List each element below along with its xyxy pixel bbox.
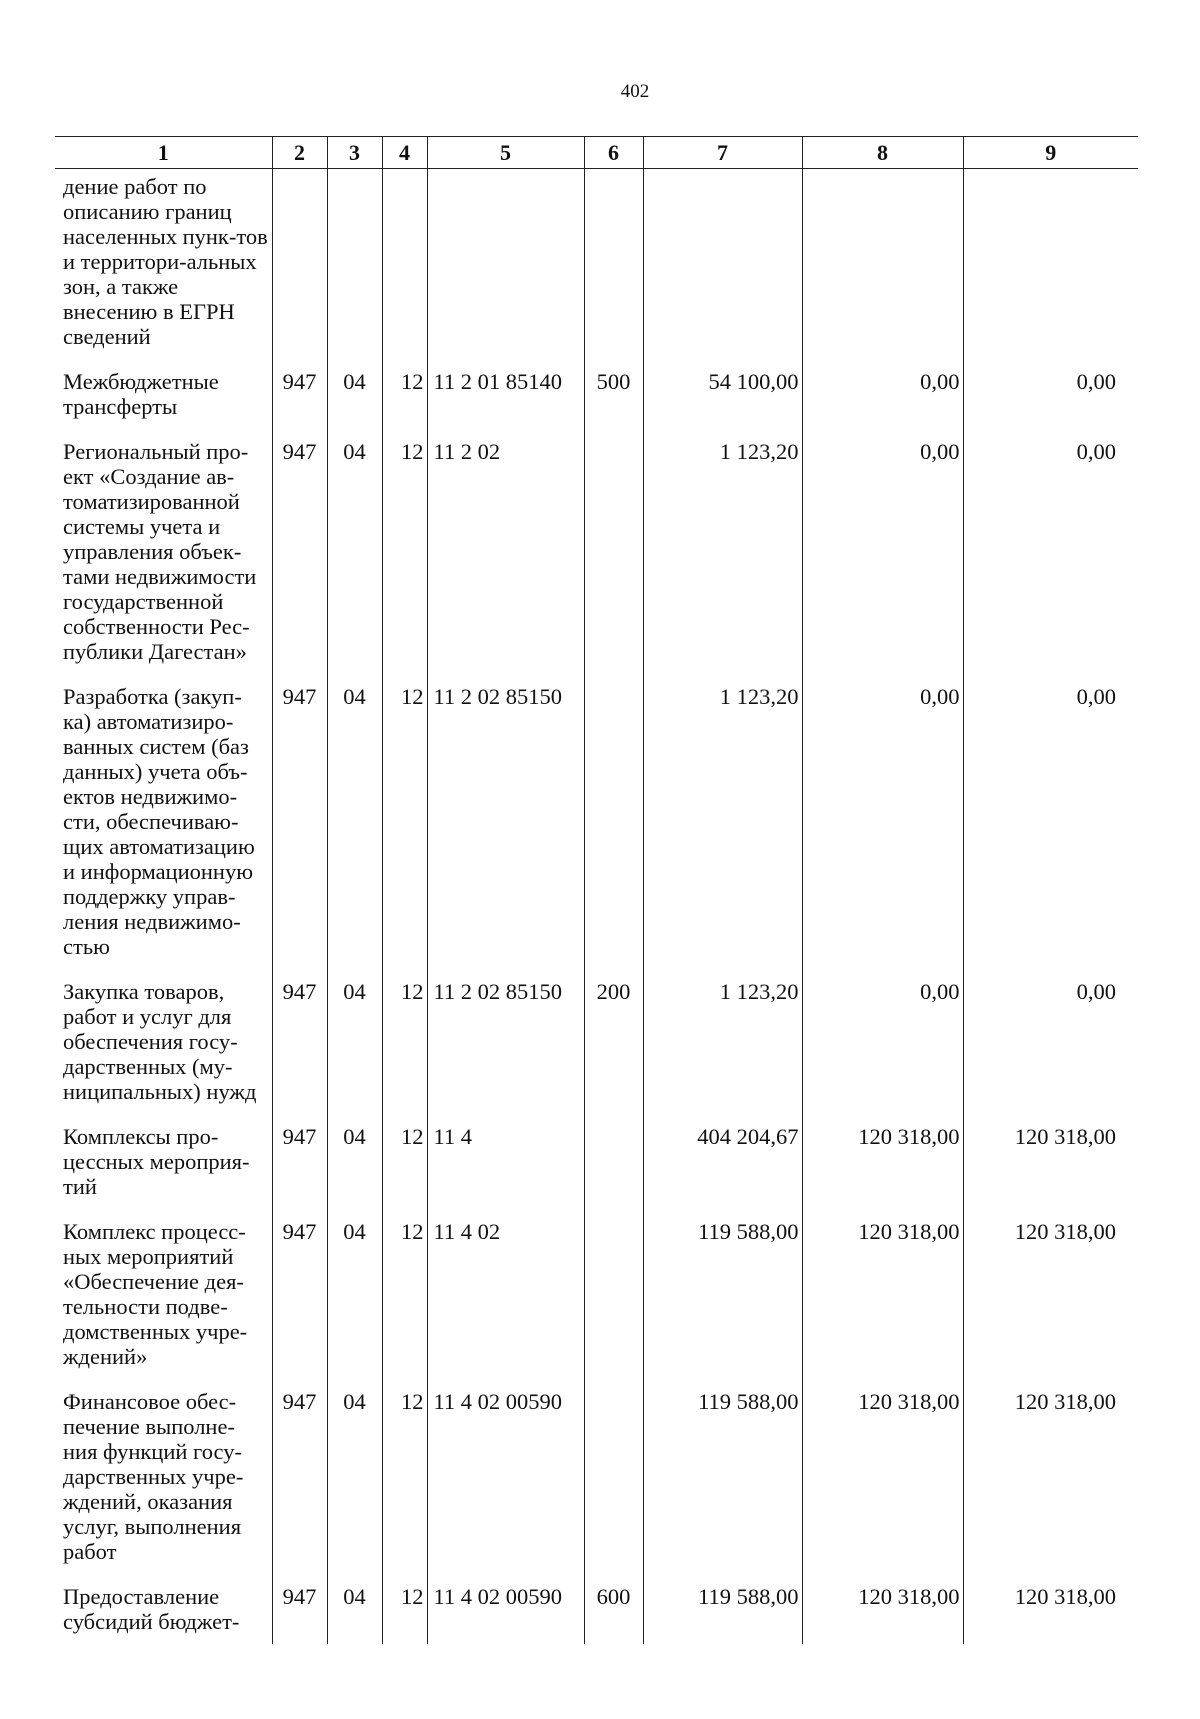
table-row [55,679,1138,974]
column-header: 8 [802,137,963,169]
cell-target-article: 11 4 [427,1119,584,1214]
cell-amount-3: 0,00 [963,974,1138,1119]
cell-section: 04 [327,434,382,679]
cell-expense-type: 500 [584,364,643,434]
row-name: Региональный про-ект «Создание ав-томатизированной системы учета и управления объек-тами недвижимости государственной собственности Рес-публики Дагестан» [63,439,257,664]
table-row [55,1579,1138,1644]
cell-subsection: 12 [382,1579,427,1644]
cell-subsection [382,169,427,365]
cell-amount-1: 119 588,00 [643,1384,802,1579]
cell-subsection: 12 [382,364,427,434]
cell-amount-2: 0,00 [802,974,963,1119]
row-name: Комплекс процесс-ных мероприятий «Обеспечение дея-тельности подве-домственных учре-ждений» [63,1219,248,1369]
cell-ministry-code: 947 [272,1579,327,1644]
cell-target-article: 11 2 01 85140 [427,364,584,434]
cell-subsection: 12 [382,974,427,1119]
cell-amount-1: 404 204,67 [643,1119,802,1214]
column-header: 9 [963,137,1138,169]
cell-section: 04 [327,1119,382,1214]
row-name: Закупка товаров, работ и услуг для обеспечения госу-дарственных (му-ниципальных) нужд [63,979,257,1104]
cell-subsection: 12 [382,679,427,974]
cell-section: 04 [327,679,382,974]
cell-section: 04 [327,1214,382,1384]
cell-amount-2: 0,00 [802,679,963,974]
cell-subsection: 12 [382,434,427,679]
cell-amount-2: 120 318,00 [802,1384,963,1579]
cell-amount-3 [963,169,1138,365]
cell-amount-2: 0,00 [802,364,963,434]
cell-amount-2: 120 318,00 [802,1579,963,1644]
cell-expense-type [584,1214,643,1384]
cell-target-article: 11 2 02 85150 [427,679,584,974]
cell-expense-type [584,434,643,679]
cell-expense-type [584,679,643,974]
cell-amount-3: 120 318,00 [963,1579,1138,1644]
cell-section [327,169,382,365]
column-header: 6 [584,137,643,169]
cell-target-article [427,169,584,365]
cell-expense-type [584,169,643,365]
column-header: 5 [427,137,584,169]
cell-ministry-code: 947 [272,974,327,1119]
table-row [55,364,1138,434]
table-row [55,1384,1138,1579]
cell-amount-2: 120 318,00 [802,1119,963,1214]
row-name: дение работ по описанию границ населенных пунк-тов и территори-альных зон, а также внесению в ЕГРН сведений [63,174,268,349]
cell-ministry-code [272,169,327,365]
cell-target-article: 11 2 02 [427,434,584,679]
table-header [55,137,1138,169]
cell-amount-3: 120 318,00 [963,1119,1138,1214]
cell-target-article: 11 2 02 85150 [427,974,584,1119]
row-name: Предоставление субсидий бюджет- [63,1584,240,1634]
cell-expense-type [584,1119,643,1214]
cell-amount-3: 0,00 [963,679,1138,974]
cell-amount-1 [643,169,802,365]
table-row [55,974,1138,1119]
cell-section: 04 [327,1579,382,1644]
cell-amount-3: 0,00 [963,434,1138,679]
cell-amount-2: 0,00 [802,434,963,679]
cell-ministry-code: 947 [272,1119,327,1214]
cell-target-article: 11 4 02 00590 [427,1579,584,1644]
cell-ministry-code: 947 [272,1214,327,1384]
cell-section: 04 [327,974,382,1119]
table-row [55,1119,1138,1214]
cell-amount-1: 54 100,00 [643,364,802,434]
cell-ministry-code: 947 [272,1384,327,1579]
cell-amount-1: 1 123,20 [643,679,802,974]
cell-amount-1: 119 588,00 [643,1579,802,1644]
cell-subsection: 12 [382,1119,427,1214]
cell-amount-1: 119 588,00 [643,1214,802,1384]
column-header: 7 [643,137,802,169]
cell-target-article: 11 4 02 00590 [427,1384,584,1579]
column-header: 2 [272,137,327,169]
row-name: Финансовое обес-печение выполне-ния функций госу-дарственных учре-ждений, оказания услуг, выполнения работ [63,1389,244,1564]
cell-target-article: 11 4 02 [427,1214,584,1384]
cell-expense-type: 600 [584,1579,643,1644]
cell-ministry-code: 947 [272,364,327,434]
cell-amount-1: 1 123,20 [643,974,802,1119]
table-row [55,1214,1138,1384]
cell-expense-type [584,1384,643,1579]
cell-amount-2: 120 318,00 [802,1214,963,1384]
page-number: 402 [620,81,650,102]
column-header: 3 [327,137,382,169]
column-header: 1 [55,137,272,169]
budget-table [55,136,1138,1644]
column-header: 4 [382,137,427,169]
table-row [55,434,1138,679]
cell-amount-3: 0,00 [963,364,1138,434]
cell-subsection: 12 [382,1384,427,1579]
cell-section: 04 [327,364,382,434]
table-body [55,169,1138,1645]
table-row [55,169,1138,365]
cell-ministry-code: 947 [272,679,327,974]
cell-amount-1: 1 123,20 [643,434,802,679]
cell-amount-3: 120 318,00 [963,1384,1138,1579]
cell-amount-2 [802,169,963,365]
row-name: Разработка (закуп-ка) автоматизиро-ванных систем (баз данных) учета объ-ектов недвижимо-сти, обеспечиваю-щих автоматизацию и информационную поддержку управ-ления недвижимо-стью [63,684,255,959]
cell-expense-type: 200 [584,974,643,1119]
cell-amount-3: 120 318,00 [963,1214,1138,1384]
cell-ministry-code: 947 [272,434,327,679]
row-name: Межбюджетные трансферты [63,369,219,419]
row-name: Комплексы про-цессных мероприя-тий [63,1124,250,1199]
cell-section: 04 [327,1384,382,1579]
cell-subsection: 12 [382,1214,427,1384]
